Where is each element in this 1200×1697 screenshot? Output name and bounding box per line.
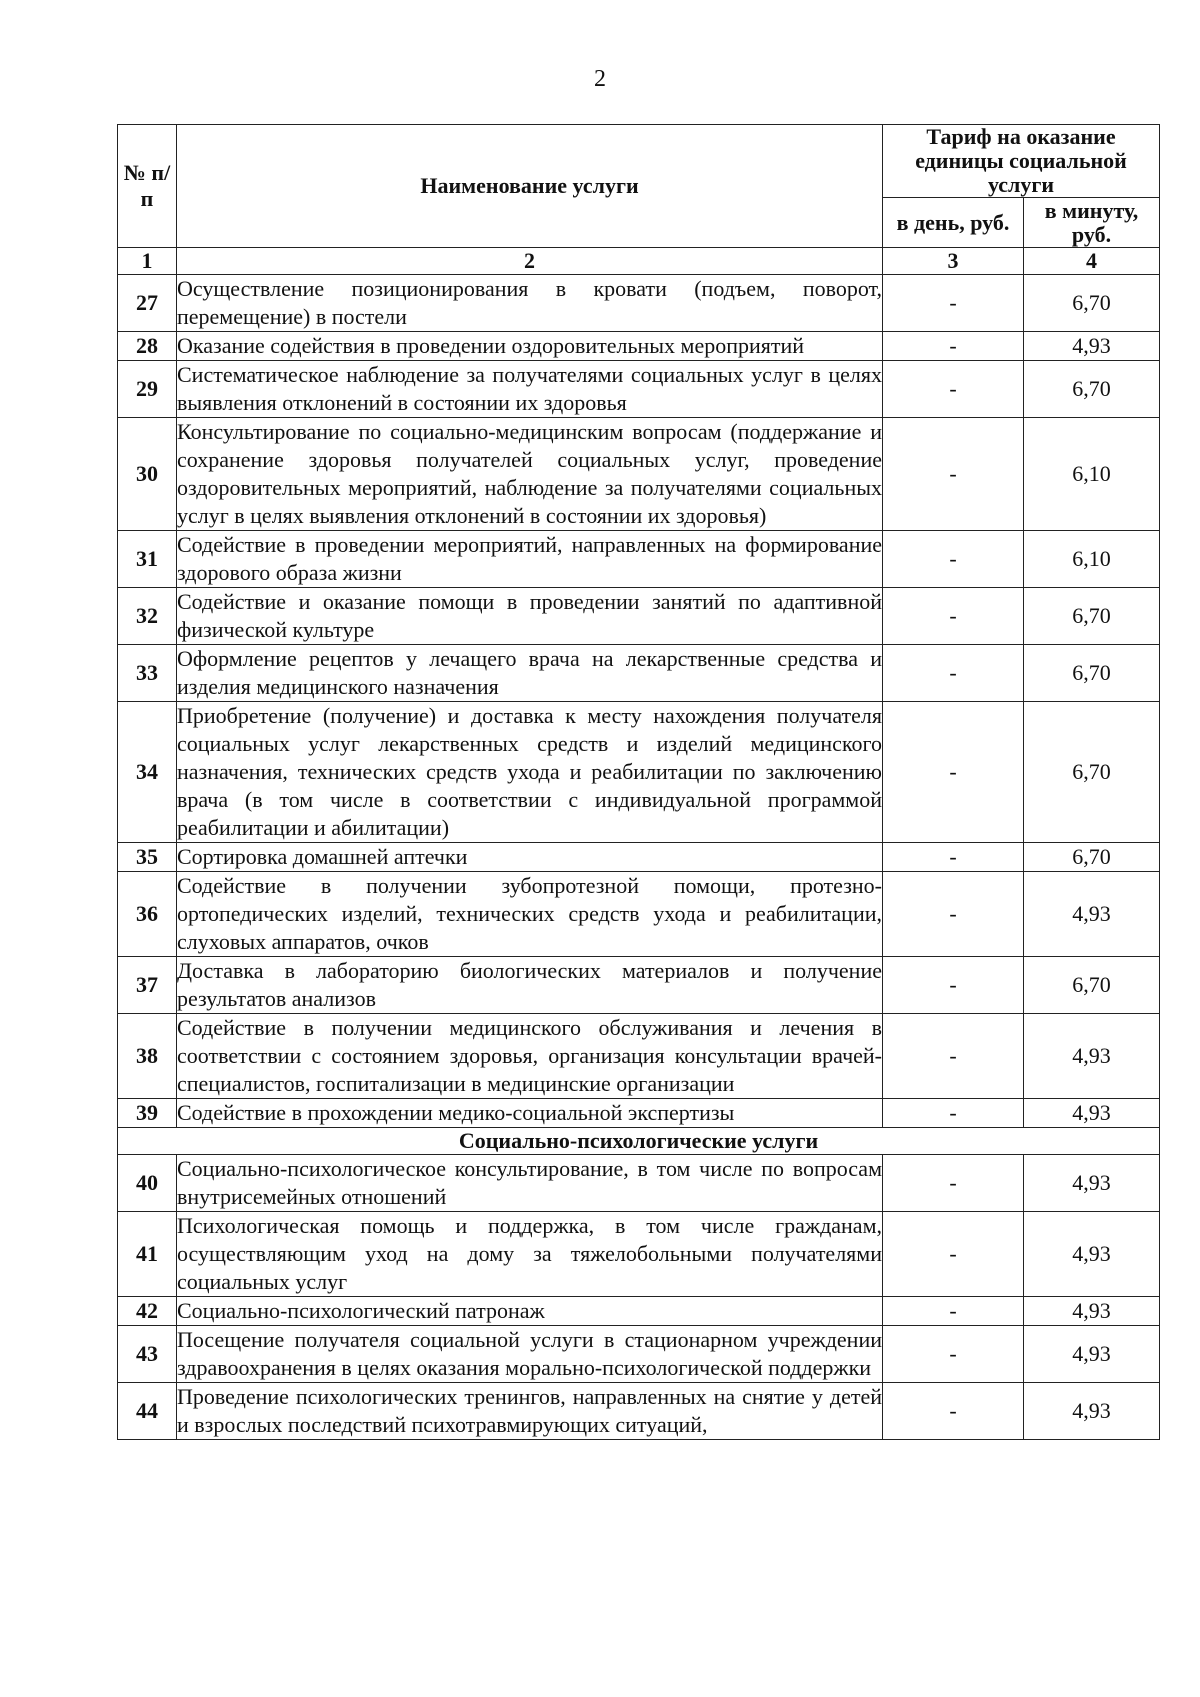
table-row <box>118 1383 1160 1440</box>
service-name: Консультирование по социально-медицинским вопросам (поддержание и сохранение здоровья получателей социальных услуг, проведение оздоровительных мероприятий, наблюдение за получателями социальных услуг в целях выявления отклонений в состоянии их здоровья) <box>177 418 883 531</box>
service-name: Социально-психологическое консультирование, в том числе по вопросам внутрисемейных отношений <box>177 1155 883 1212</box>
service-name: Содействие в прохождении медико-социальной экспертизы <box>177 1099 883 1128</box>
table-row <box>118 957 1160 1014</box>
tariff-per-day: - <box>883 275 1024 332</box>
row-number: 28 <box>118 332 177 361</box>
column-index: 3 <box>883 248 1024 275</box>
tariff-per-day: - <box>883 843 1024 872</box>
column-index-row <box>118 248 1160 275</box>
service-name: Социально-психологический патронаж <box>177 1297 883 1326</box>
row-number: 33 <box>118 645 177 702</box>
service-name: Содействие и оказание помощи в проведении занятий по адаптивной физической культуре <box>177 588 883 645</box>
section-heading-row <box>118 1128 1160 1155</box>
column-index: 1 <box>118 248 177 275</box>
section-heading-body <box>118 1128 1160 1155</box>
service-name: Оказание содействия в проведении оздоровительных мероприятий <box>177 332 883 361</box>
tariff-per-day: - <box>883 1099 1024 1128</box>
row-number: 35 <box>118 843 177 872</box>
row-number: 39 <box>118 1099 177 1128</box>
table-row <box>118 1212 1160 1297</box>
service-name: Содействие в получении зубопротезной помощи, протезно-ортопедических изделий, технических средств ухода и реабилитации, слуховых аппаратов, очков <box>177 872 883 957</box>
tariff-per-minute: 6,70 <box>1024 843 1160 872</box>
table-row <box>118 702 1160 843</box>
tariff-per-day: - <box>883 1297 1024 1326</box>
row-number: 40 <box>118 1155 177 1212</box>
tariff-per-day: - <box>883 1383 1024 1440</box>
row-number: 43 <box>118 1326 177 1383</box>
tariff-per-day: - <box>883 1155 1024 1212</box>
tariff-per-minute: 4,93 <box>1024 332 1160 361</box>
table-row <box>118 361 1160 418</box>
tariff-per-minute: 6,70 <box>1024 645 1160 702</box>
tariff-per-day: - <box>883 702 1024 843</box>
service-name: Осуществление позиционирования в кровати (подъем, поворот, перемещение) в постели <box>177 275 883 332</box>
row-number: 37 <box>118 957 177 1014</box>
service-name: Оформление рецептов у лечащего врача на лекарственные средства и изделия медицинского назначения <box>177 645 883 702</box>
tariff-per-day: - <box>883 1014 1024 1099</box>
row-number: 30 <box>118 418 177 531</box>
table-row <box>118 1326 1160 1383</box>
service-name: Посещение получателя социальной услуги в стационарном учреждении здравоохранения в целях оказания морально-психологической поддержки <box>177 1326 883 1383</box>
column-index: 2 <box>177 248 883 275</box>
tariff-per-minute: 4,93 <box>1024 872 1160 957</box>
section-title: Социально-психологические услуги <box>118 1128 1160 1155</box>
tariff-per-minute: 4,93 <box>1024 1212 1160 1297</box>
row-number: 29 <box>118 361 177 418</box>
tariff-per-day: - <box>883 872 1024 957</box>
header-service-name: Наименование услуги <box>177 125 883 248</box>
header-per-minute: в минуту, руб. <box>1024 198 1160 248</box>
table-row <box>118 332 1160 361</box>
row-number: 44 <box>118 1383 177 1440</box>
tariff-per-minute: 6,10 <box>1024 531 1160 588</box>
row-number: 32 <box>118 588 177 645</box>
tariff-per-day: - <box>883 1326 1024 1383</box>
row-number: 42 <box>118 1297 177 1326</box>
tariff-per-minute: 4,93 <box>1024 1155 1160 1212</box>
header-tariff: Тариф на оказание единицы социальной услуги <box>883 125 1160 198</box>
row-number: 41 <box>118 1212 177 1297</box>
table-row <box>118 872 1160 957</box>
table-row <box>118 1099 1160 1128</box>
row-number: 27 <box>118 275 177 332</box>
service-name: Систематическое наблюдение за получателями социальных услуг в целях выявления отклонений в состоянии их здоровья <box>177 361 883 418</box>
tariff-per-minute: 6,10 <box>1024 418 1160 531</box>
service-name: Психологическая помощь и поддержка, в том числе гражданам, осуществляющим уход на дому за тяжелобольными получателями социальных услуг <box>177 1212 883 1297</box>
row-number: 31 <box>118 531 177 588</box>
tariff-per-minute: 4,93 <box>1024 1297 1160 1326</box>
service-name: Сортировка домашней аптечки <box>177 843 883 872</box>
tariff-per-day: - <box>883 332 1024 361</box>
tariff-per-minute: 6,70 <box>1024 957 1160 1014</box>
tariff-per-minute: 6,70 <box>1024 588 1160 645</box>
row-number: 34 <box>118 702 177 843</box>
psychological-services-rows <box>118 1155 1160 1440</box>
table-row <box>118 588 1160 645</box>
table-header <box>118 125 1160 275</box>
service-name: Содействие в получении медицинского обслуживания и лечения в соответствии с состоянием здоровья, организация консультации врачей-специалистов, госпитализации в медицинские организации <box>177 1014 883 1099</box>
tariff-per-minute: 6,70 <box>1024 702 1160 843</box>
tariff-per-minute: 4,93 <box>1024 1099 1160 1128</box>
tariff-per-minute: 6,70 <box>1024 275 1160 332</box>
tariff-per-day: - <box>883 531 1024 588</box>
services-tariff-table <box>117 124 1160 1440</box>
table-row <box>118 275 1160 332</box>
service-name: Доставка в лабораторию биологических материалов и получение результатов анализов <box>177 957 883 1014</box>
tariff-per-day: - <box>883 361 1024 418</box>
table-row <box>118 1297 1160 1326</box>
table-row <box>118 645 1160 702</box>
tariff-per-day: - <box>883 645 1024 702</box>
service-name: Приобретение (получение) и доставка к месту нахождения получателя социальных услуг лекарственных средств и изделий медицинского назначения, технических средств ухода и реабилитации по заключению врача (в том числе в соответствии с индивидуальной программой реабилитации и абилитации) <box>177 702 883 843</box>
header-number: № п/п <box>118 125 177 248</box>
column-index: 4 <box>1024 248 1160 275</box>
tariff-per-day: - <box>883 418 1024 531</box>
table-row <box>118 1014 1160 1099</box>
tariff-per-day: - <box>883 957 1024 1014</box>
tariff-per-day: - <box>883 588 1024 645</box>
tariff-per-minute: 4,93 <box>1024 1383 1160 1440</box>
service-name: Содействие в проведении мероприятий, направленных на формирование здорового образа жизни <box>177 531 883 588</box>
header-per-day: в день, руб. <box>883 198 1024 248</box>
tariff-per-minute: 4,93 <box>1024 1326 1160 1383</box>
table-row <box>118 531 1160 588</box>
table-row <box>118 418 1160 531</box>
row-number: 38 <box>118 1014 177 1099</box>
tariff-per-minute: 4,93 <box>1024 1014 1160 1099</box>
service-name: Проведение психологических тренингов, направленных на снятие у детей и взрослых последствий психотравмирующих ситуаций, <box>177 1383 883 1440</box>
page-number: 2 <box>594 66 606 92</box>
medical-services-rows <box>118 275 1160 1128</box>
table-row <box>118 843 1160 872</box>
table-row <box>118 1155 1160 1212</box>
tariff-per-minute: 6,70 <box>1024 361 1160 418</box>
tariff-per-day: - <box>883 1212 1024 1297</box>
row-number: 36 <box>118 872 177 957</box>
